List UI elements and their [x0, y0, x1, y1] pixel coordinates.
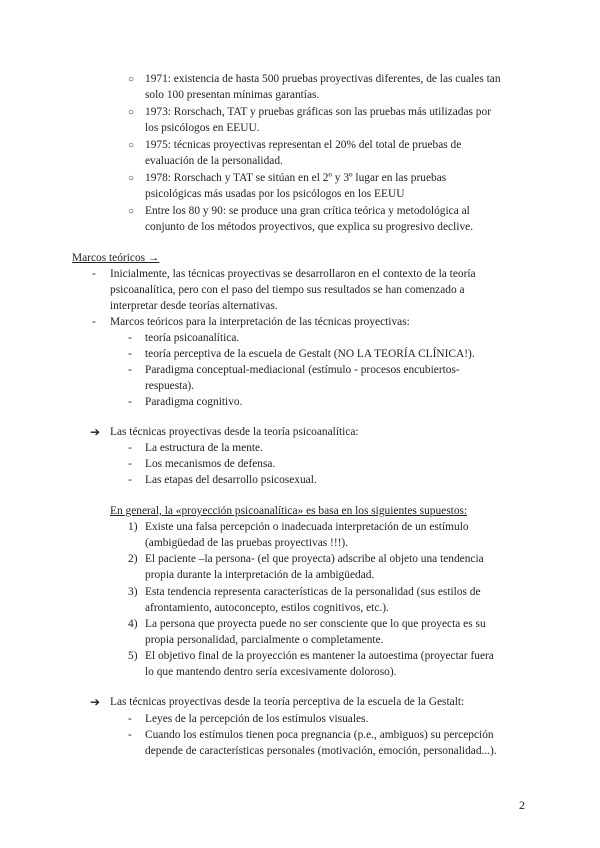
arrow-right-icon: ➔ — [90, 425, 101, 439]
circle-bullet-icon: ○ — [128, 173, 135, 184]
numbered-line: propia durante la interpretación de la ambigüedad. — [145, 569, 375, 581]
numbered-line: El objetivo final de la proyección es mantener la autoestima (proyectar fuera — [145, 650, 494, 662]
dash-bullet: - — [128, 396, 132, 408]
numbered-line: El paciente –la persona- (el que proyecta) adscribe al objeto una tendencia — [145, 553, 484, 565]
numbered-line: propia personalidad, parcialmente o completamente. — [145, 634, 384, 646]
list-number: 5) — [128, 650, 138, 662]
circle-bullet-icon: ○ — [128, 140, 135, 151]
marcos-item-line: Marcos teóricos para la interpretación de las técnicas proyectivas: — [110, 316, 410, 328]
dash-bullet: - — [128, 729, 132, 741]
timeline-line: 1975: técnicas proyectivas representan el 20% del total de pruebas de — [145, 139, 462, 151]
psico-arrow-text: Las técnicas proyectivas desde la teoría psicoanalítica: — [110, 426, 359, 438]
marcos-item-line: psicoanalítica, pero con el paso del tiempo sus resultados se han comenzado a — [110, 284, 465, 296]
arrow-right-icon: ➔ — [90, 695, 101, 709]
timeline-line: psicológicas más usadas por los psicólogos en los EEUU — [145, 188, 405, 200]
marcos-item-line: Inicialmente, las técnicas proyectivas se desarrollaron en el contexto de la teoría — [110, 268, 476, 280]
list-number: 1) — [128, 521, 138, 533]
timeline-line: 1971: existencia de hasta 500 pruebas proyectivas diferentes, de las cuales tan — [145, 73, 501, 85]
page-number: 2 — [519, 798, 525, 812]
marcos-subitem-line: Paradigma conceptual-mediacional (estímulo - procesos encubiertos- — [145, 364, 460, 376]
timeline-line: los psicólogos en EEUU. — [145, 122, 260, 134]
dash-bullet: - — [92, 316, 96, 328]
numbered-line: lo que mantendo dentro sería excesivamente doloroso). — [145, 666, 397, 678]
timeline-line: Entre los 80 y 90: se produce una gran crítica teórica y metodológica al — [145, 205, 470, 217]
marcos-item-line: interpretar desde teorías alternativas. — [110, 300, 278, 312]
psico-heading: En general, la «proyección psicoanalítica» es basa en los siguientes supuestos: — [110, 505, 468, 517]
timeline-line: solo 100 presentan mínimas garantías. — [145, 89, 320, 101]
psico-item: Las etapas del desarrollo psicosexual. — [145, 474, 317, 486]
dash-bullet: - — [128, 364, 132, 376]
list-number: 2) — [128, 553, 138, 565]
timeline-line: 1973: Rorschach, TAT y pruebas gráficas son las pruebas más utilizadas por — [145, 106, 491, 118]
dash-bullet: - — [128, 458, 132, 470]
gestalt-item-line: Cuando los estímulos tienen poca pregnancia (p.e., ambiguos) su percepción — [145, 729, 494, 741]
dash-bullet: - — [128, 713, 132, 725]
circle-bullet-icon: ○ — [128, 107, 135, 118]
timeline-line: conjunto de los métodos proyectivos, que explica su progresivo declive. — [145, 221, 474, 233]
timeline-line: evaluación de la personalidad. — [145, 155, 283, 167]
dash-bullet: - — [92, 268, 96, 280]
dash-bullet: - — [128, 332, 132, 344]
psico-item: Los mecanismos de defensa. — [145, 458, 276, 470]
numbered-line: (ambigüedad de las pruebas proyectivas !!!). — [145, 537, 349, 549]
numbered-line: Esta tendencia representa características de la personalidad (sus estilos de — [145, 586, 481, 598]
marcos-subitem-line: teoría perceptiva de la escuela de Gestalt (NO LA TEORÍA CLÍNICA!). — [145, 348, 475, 360]
numbered-line: afrontamiento, autoconcepto, estilos cognitivos, etc.). — [145, 602, 389, 614]
dash-bullet: - — [128, 474, 132, 486]
marcos-subitem-line: Paradigma cognitivo. — [145, 396, 243, 408]
circle-bullet-icon: ○ — [128, 206, 135, 217]
gestalt-item-line: depende de características personales (motivación, emoción, personalidad...). — [145, 745, 497, 757]
list-number: 3) — [128, 586, 138, 598]
dash-bullet: - — [128, 348, 132, 360]
circle-bullet-icon: ○ — [128, 74, 135, 85]
list-number: 4) — [128, 618, 138, 630]
numbered-line: La persona que proyecta puede no ser consciente que lo que proyecta es su — [145, 618, 486, 630]
gestalt-arrow-text: Las técnicas proyectivas desde la teoría perceptiva de la escuela de la Gestalt: — [110, 696, 465, 708]
dash-bullet: - — [128, 442, 132, 454]
gestalt-item-line: Leyes de la percepción de los estímulos visuales. — [145, 713, 369, 725]
timeline-line: 1978: Rorschach y TAT se sitúan en el 2º y 3º lugar en las pruebas — [145, 172, 447, 184]
numbered-line: Existe una falsa percepción o inadecuada interpretación de un estímulo — [145, 521, 469, 533]
psico-item: La estructura de la mente. — [145, 442, 263, 454]
marcos-subitem-line: respuesta). — [145, 380, 195, 392]
marcos-subitem-line: teoría psicoanalítica. — [145, 332, 240, 344]
marcos-heading: Marcos teóricos → — [72, 252, 160, 264]
